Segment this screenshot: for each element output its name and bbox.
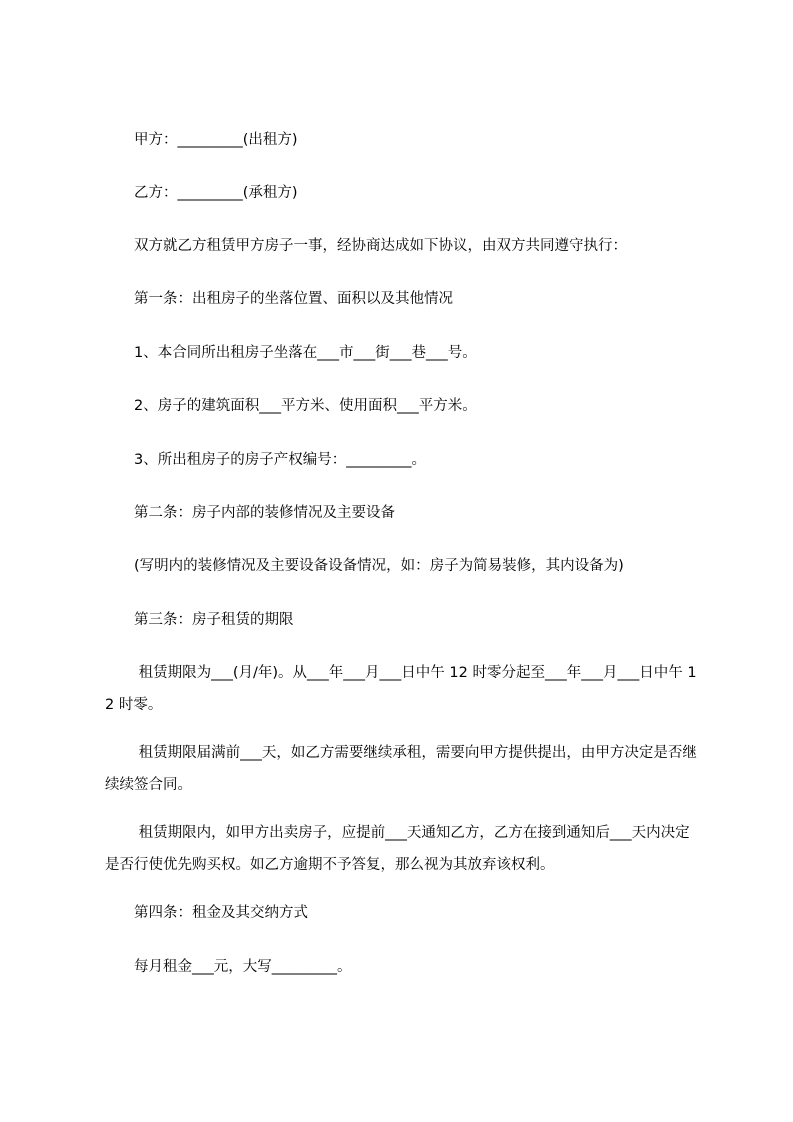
lease-term-paragraph: 租赁期限为___(月/年)。从___年___月___日中午 12 时零分起至___年___月___日中午 12 时零。 bbox=[105, 665, 697, 713]
party-a-line: 甲方：_________(出租方) bbox=[105, 132, 298, 148]
renewal-paragraph: 租赁期限届满前___天，如乙方需要继续承租，需要向甲方提供提出，由甲方决定是否继续续签合同。 bbox=[105, 745, 697, 793]
sale-priority-paragraph: 租赁期限内，如甲方出卖房子，应提前___天通知乙方，乙方在接到通知后___天内决定是否行使优先购买权。如乙方逾期不予答复，那么视为其放弃该权利。 bbox=[105, 825, 690, 873]
article-2-heading: 第二条：房子内部的装修情况及主要设备 bbox=[105, 505, 395, 521]
article-1-heading: 第一条：出租房子的坐落位置、面积以及其他情况 bbox=[105, 291, 453, 307]
article-2-note: (写明内的装修情况及主要设备设备情况，如：房子为简易装修，其内设备为) bbox=[105, 558, 624, 574]
party-b-line: 乙方：_________(承租方) bbox=[105, 185, 298, 201]
article-1-item-2: 2、房子的建筑面积___平方米、使用面积___平方米。 bbox=[105, 398, 477, 414]
agreement-intro: 双方就乙方租赁甲方房子一事，经协商达成如下协议，由双方共同遵守执行： bbox=[105, 238, 627, 254]
monthly-rent-line: 每月租金___元，大写_________。 bbox=[105, 959, 352, 975]
article-3-heading: 第三条：房子租赁的期限 bbox=[105, 612, 294, 628]
article-4-heading: 第四条：租金及其交纳方式 bbox=[105, 905, 308, 921]
article-1-item-3: 3、所出租房子的房子产权编号：_________。 bbox=[105, 452, 426, 468]
article-1-item-1: 1、本合同所出租房子坐落在___市___街___巷___号。 bbox=[105, 345, 477, 361]
